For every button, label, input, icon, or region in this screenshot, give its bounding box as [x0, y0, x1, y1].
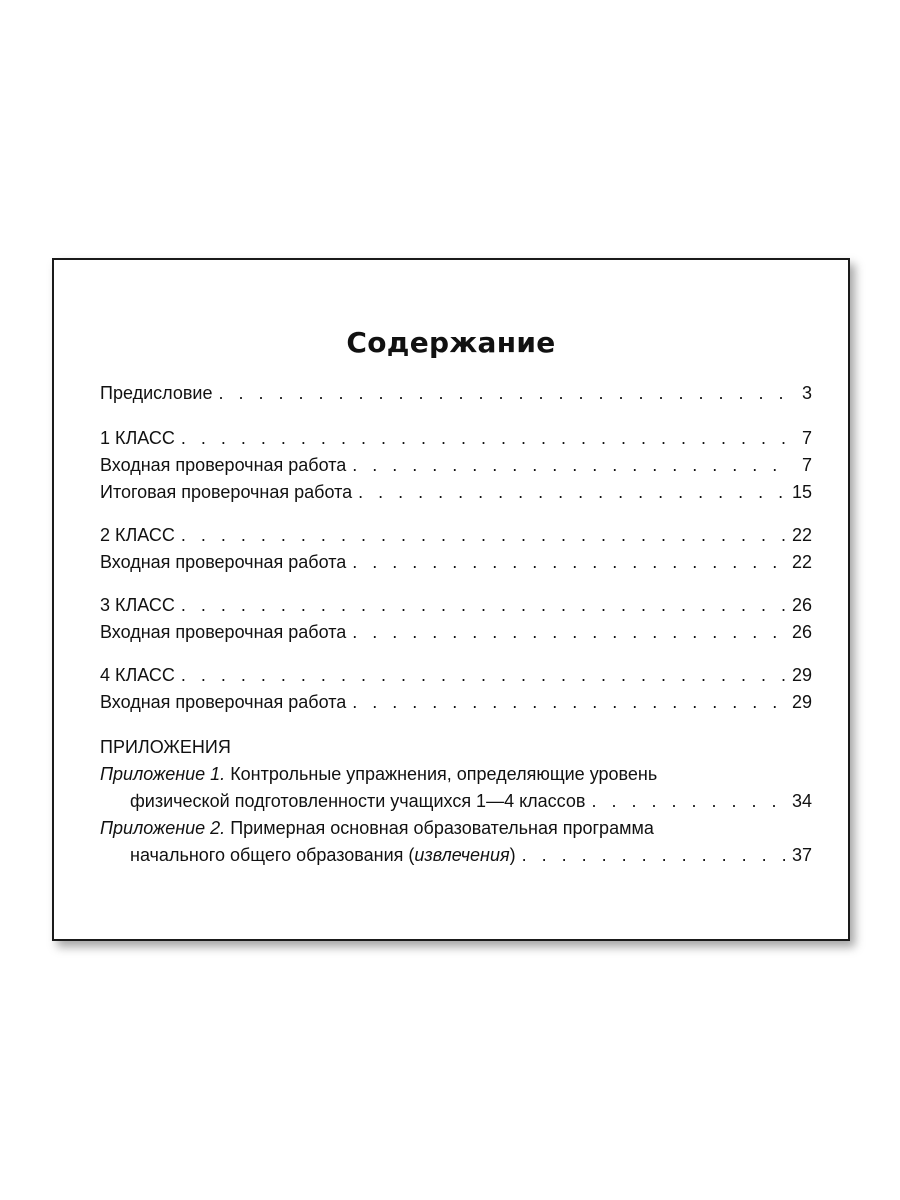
appendix-italic-word: извлечения: [414, 845, 510, 865]
appendix-prefix: Приложение 1.: [100, 764, 226, 784]
toc-row-preface[interactable]: [100, 380, 812, 407]
toc-row-grade2-entry[interactable]: [100, 549, 812, 576]
toc-row-grade4-entry[interactable]: [100, 689, 812, 716]
leader-dots: [591, 788, 786, 815]
toc-label: 4 КЛАСС: [100, 665, 175, 685]
document-page: [52, 258, 850, 941]
toc-row-grade3-entry[interactable]: [100, 619, 812, 646]
toc-page-number: 26: [791, 622, 812, 642]
toc-label: Входная проверочная работа: [100, 455, 347, 475]
toc-page-number: 7: [801, 455, 812, 475]
toc-label: 3 КЛАСС: [100, 595, 175, 615]
toc-row-grade3[interactable]: [100, 592, 812, 619]
leader-dots: [181, 662, 786, 689]
appendix-title-line2: начального общего образования (извлечения): [130, 845, 516, 865]
appendix-title-line2: физической подготовленности учащихся 1—4 классов: [130, 791, 586, 811]
toc-appendices-heading: ПРИЛОЖЕНИЯ: [100, 737, 231, 757]
leader-dots: [522, 842, 786, 869]
toc-page-number: 29: [791, 692, 812, 712]
page-title: Содержание: [346, 326, 556, 359]
leader-dots: [181, 522, 786, 549]
toc-label: Итоговая проверочная работа: [100, 482, 353, 502]
toc-label: Предисловие: [100, 383, 213, 403]
toc-page-number: 26: [791, 595, 812, 615]
toc-row-appendix1-line2[interactable]: [100, 788, 812, 815]
leader-dots: [181, 425, 786, 452]
toc-row-grade2[interactable]: [100, 522, 812, 549]
toc-page-number: 22: [791, 552, 812, 572]
leader-dots: [352, 452, 786, 479]
leader-dots: [358, 479, 786, 506]
toc-page-number: 7: [801, 428, 812, 448]
toc-row-appendix2-line1[interactable]: [100, 815, 812, 842]
toc-page-number: 3: [801, 383, 812, 403]
toc-label: 1 КЛАСС: [100, 428, 175, 448]
appendix-title-line1: Контрольные упражнения, определяющие уровень: [230, 764, 658, 784]
leader-dots: [218, 380, 786, 407]
toc-label: Входная проверочная работа: [100, 552, 347, 572]
toc-row-grade4[interactable]: [100, 662, 812, 689]
toc-row-grade1-final[interactable]: [100, 479, 812, 506]
toc-label: Входная проверочная работа: [100, 622, 347, 642]
appendix-prefix: Приложение 2.: [100, 818, 226, 838]
toc-row-grade1[interactable]: [100, 425, 812, 452]
toc-row-appendix2-line2[interactable]: [100, 842, 812, 869]
toc-page-number: 29: [791, 665, 812, 685]
leader-dots: [352, 619, 786, 646]
toc-page-number: 22: [791, 525, 812, 545]
toc-page-number: 37: [791, 845, 812, 865]
leader-dots: [352, 689, 786, 716]
toc-row-appendix1-line1[interactable]: [100, 761, 812, 788]
toc-label: Входная проверочная работа: [100, 692, 347, 712]
toc-label: 2 КЛАСС: [100, 525, 175, 545]
leader-dots: [352, 549, 786, 576]
toc-page-number: 34: [791, 791, 812, 811]
leader-dots: [181, 592, 786, 619]
table-of-contents: [100, 380, 812, 869]
appendix-title-line1: Примерная основная образовательная программа: [230, 818, 654, 838]
toc-row-grade1-entry[interactable]: [100, 452, 812, 479]
toc-page-number: 15: [791, 482, 812, 502]
